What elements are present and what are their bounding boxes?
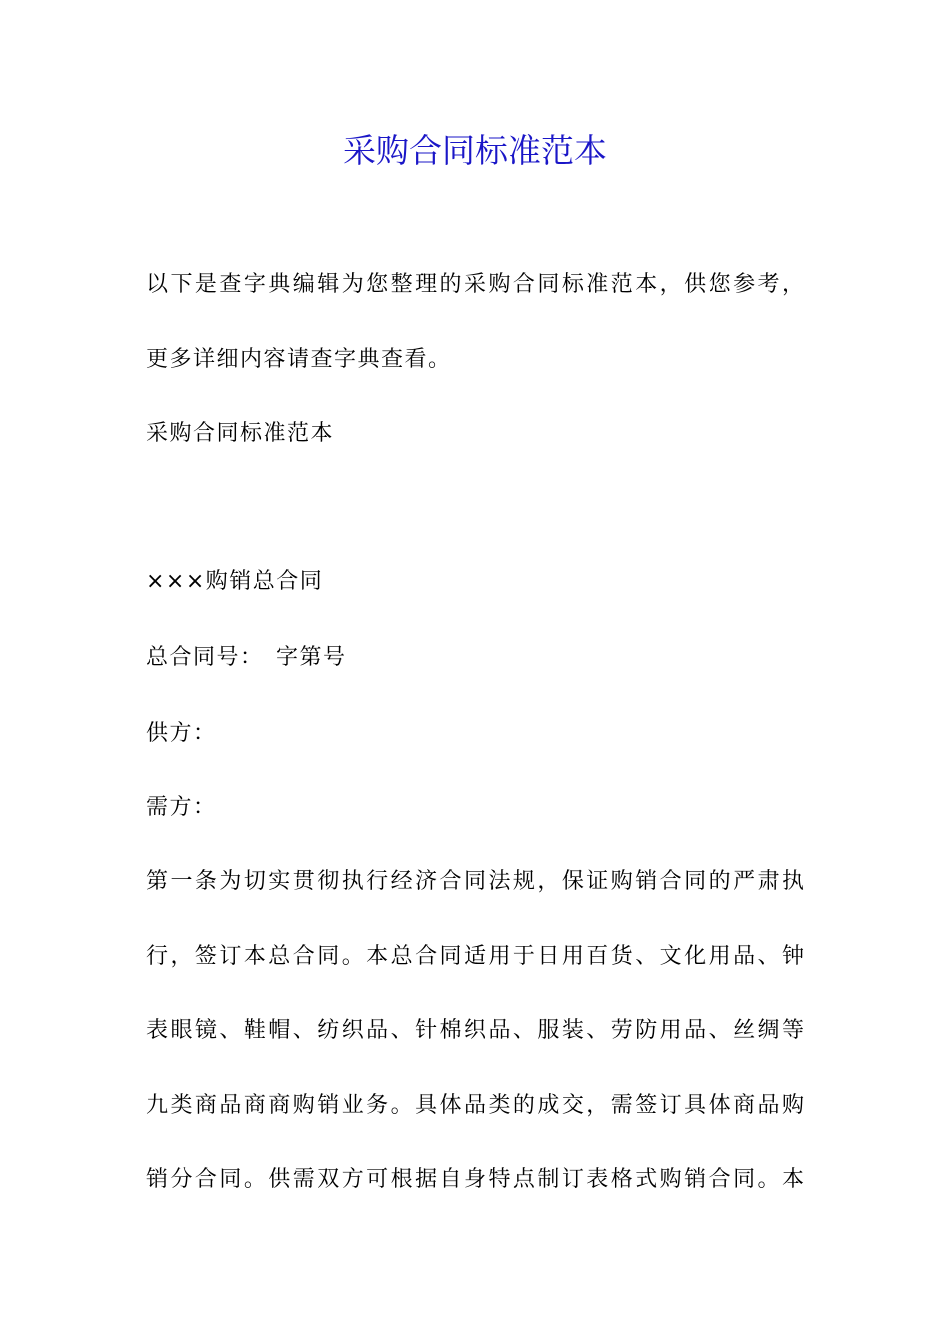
article-1-line-3: 表眼镜、鞋帽、纺织品、针棉织品、服装、劳防用品、丝绸等	[146, 1018, 804, 1043]
article-1-line-5: 销分合同。供需双方可根据自身特点制订表格式购销合同。本	[146, 1167, 804, 1192]
article-1-line-2: 行，签订本总合同。本总合同适用于日用百货、文化用品、钟	[146, 944, 804, 969]
contract-name: ×××购销总合同	[146, 569, 324, 594]
contract-number: 总合同号： 字第号	[146, 645, 347, 670]
intro-line-1: 以下是查字典编辑为您整理的采购合同标准范本，供您参考，	[146, 272, 804, 297]
supplier-field: 供方：	[146, 721, 217, 746]
article-1-line-4: 九类商品商商购销业务。具体品类的成交，需签订具体商品购	[146, 1093, 804, 1118]
buyer-field: 需方：	[146, 795, 217, 820]
document-title: 采购合同标准范本	[343, 131, 607, 170]
intro-line-2: 更多详细内容请查字典查看。	[146, 347, 452, 372]
section-heading: 采购合同标准范本	[146, 421, 335, 446]
article-1-line-1: 第一条为切实贯彻执行经济合同法规，保证购销合同的严肃执	[146, 869, 804, 894]
